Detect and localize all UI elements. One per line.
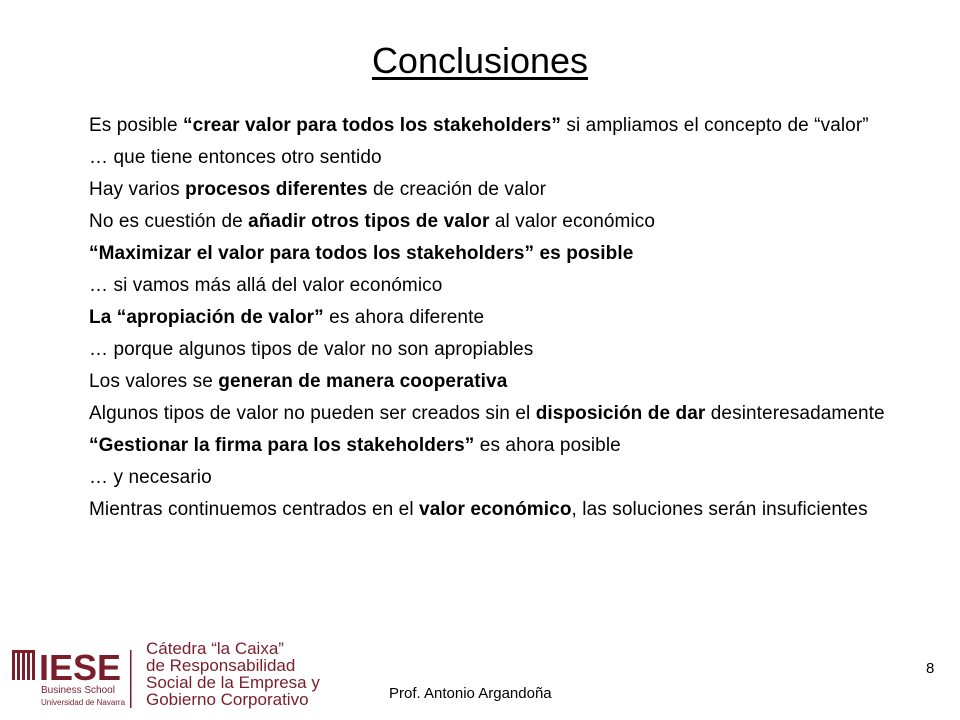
chair-line: Gobierno Corporativo [146, 690, 309, 709]
body-text: … porque algunos tipos de valor no son apropiables [89, 339, 534, 360]
emphasis-text: añadir otros tipos de valor [248, 211, 490, 232]
body-text: si ampliamos el concepto de “valor” [560, 115, 869, 136]
emphasis-text: “Gestionar la firma para los stakeholders” [89, 435, 475, 456]
emphasis-text: disposición de dar [535, 403, 706, 424]
body-text: … y necesario [89, 467, 212, 488]
body-text: Los valores se [89, 371, 219, 392]
page-number: 8 [926, 660, 935, 677]
body-text: No es cuestión de [89, 211, 249, 232]
emphasis-text: La “apropiación de valor” [89, 307, 324, 328]
footer-author: Prof. Antonio Argandoña [389, 685, 552, 702]
conclusion-item [89, 146, 889, 170]
chair-line: Social de la Empresa y [146, 673, 320, 692]
body-text: de creación de valor [367, 179, 547, 200]
conclusion-list [89, 114, 889, 530]
logo-university: Universidad de Navarra [41, 698, 126, 707]
conclusion-item [89, 274, 889, 298]
logo-school: Business School [41, 685, 115, 696]
conclusion-item [89, 338, 889, 362]
body-text: … que tiene entonces otro sentido [89, 147, 382, 168]
logo-divider [130, 650, 132, 708]
conclusion-item [89, 370, 889, 394]
emphasis-text: “crear valor para todos los stakeholders” [183, 115, 561, 136]
body-text: Mientras continuemos centrados en el [89, 499, 420, 520]
chair-name [146, 640, 320, 708]
conclusion-item [89, 114, 889, 138]
emphasis-text: valor económico [419, 499, 572, 520]
conclusion-item [89, 498, 889, 522]
emphasis-text: generan de manera cooperativa [218, 371, 508, 392]
emphasis-text: “Maximizar el valor para todos los stakeholders” es posible [89, 243, 634, 264]
body-text: desinteresadamente [705, 403, 885, 424]
conclusion-item [89, 434, 889, 458]
body-text: , las soluciones serán insuficientes [571, 499, 868, 520]
chair-line: Cátedra “la Caixa” [146, 639, 284, 658]
body-text: … si vamos más allá del valor económico [89, 275, 443, 296]
crest-icon [12, 650, 35, 680]
body-text: es ahora diferente [323, 307, 485, 328]
body-text: Es posible [89, 115, 184, 136]
body-text: es ahora posible [474, 435, 621, 456]
emphasis-text: procesos diferentes [185, 179, 368, 200]
body-text: Algunos tipos de valor no pueden ser creados sin el [89, 403, 536, 424]
conclusion-item [89, 466, 889, 490]
body-text: al valor económico [489, 211, 656, 232]
conclusion-item [89, 178, 889, 202]
chair-line: de Responsabilidad [146, 656, 296, 675]
logo-brand: IESE [39, 648, 122, 688]
conclusion-item [89, 210, 889, 234]
conclusion-item [89, 306, 889, 330]
conclusion-item [89, 402, 889, 426]
body-text: Hay varios [89, 179, 186, 200]
slide-title: Conclusiones [371, 40, 589, 81]
conclusion-item [89, 242, 889, 266]
